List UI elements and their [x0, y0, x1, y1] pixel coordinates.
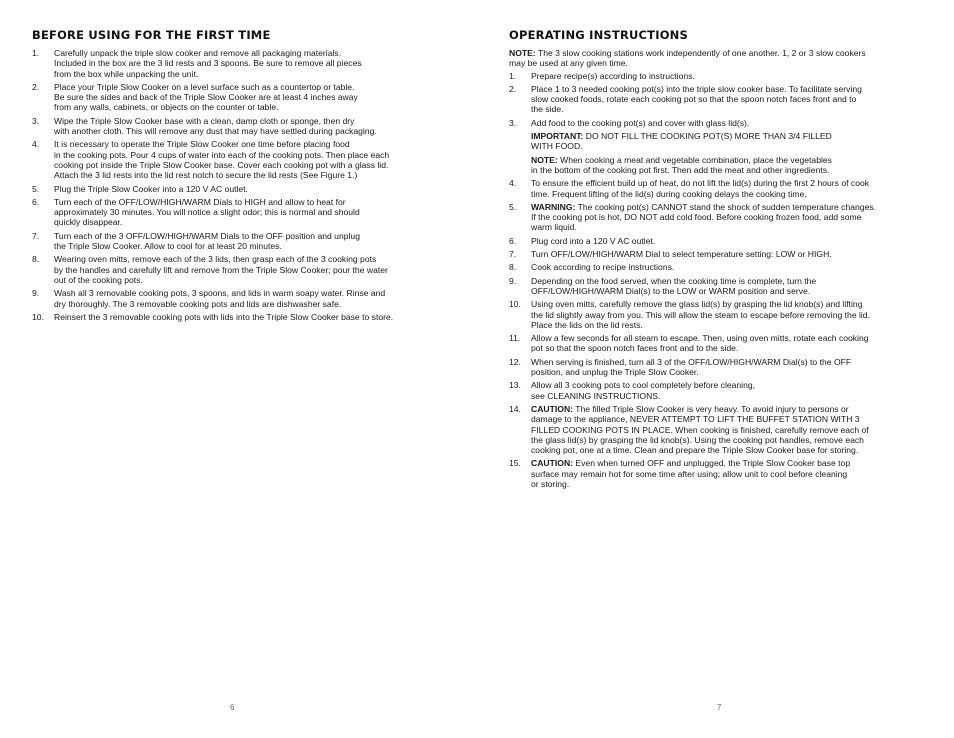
item-text: pot so that the spoon notch faces front and to the side.	[531, 343, 739, 354]
item-number: 2.	[32, 81, 40, 92]
item-number: 4.	[509, 178, 517, 189]
item-number: 15.	[509, 458, 521, 469]
item-text: Reinsert the 3 removable cooking pots with lids into the Triple Slow Cooker base to store.	[54, 311, 394, 322]
item-number: 1.	[32, 48, 40, 58]
item-text: the Triple Slow Cooker. Allow to cool for at least 20 minutes.	[54, 241, 282, 252]
item-text: Attach the 3 lid rests into the lid rest notch to secure the lid rests (See Figure 1.)	[54, 170, 358, 181]
list-item	[32, 184, 444, 194]
list-item	[509, 333, 925, 354]
item-text: or storing.	[531, 478, 570, 489]
list-item	[32, 82, 444, 113]
item-text: DO NOT FILL THE COOKING POT(S) MORE THAN 3/4 FILLED	[583, 131, 832, 142]
operating-steps-list	[509, 48, 925, 489]
page-number-left: 6	[230, 703, 235, 712]
list-item	[509, 262, 925, 272]
item-number: 13.	[509, 380, 521, 391]
item-text: If the cooking pot is hot, DO NOT add cold food. Before cooking frozen food, add some	[531, 212, 862, 223]
item-text: surface may remain hot for some time after using; allow unit to cool before cleaning	[531, 468, 848, 479]
item-text: Add food to the cooking pot(s) and cover with glass lid(s).	[531, 117, 750, 128]
item-text: position, and unplug the Triple Slow Cooker.	[531, 367, 699, 378]
item-number: 7.	[509, 249, 517, 260]
item-text: by the handles and carefully lift and remove from the Triple Slow Cooker; pour the water	[54, 264, 388, 275]
list-item	[509, 404, 925, 455]
item-text: slow cooked foods, rotate each cooking pot so that the spoon notch faces front and to	[531, 94, 857, 105]
list-item	[509, 236, 925, 246]
list-item	[509, 178, 925, 199]
item-number: 12.	[509, 356, 521, 367]
item-text: The filled Triple Slow Cooker is very heavy. To avoid injury to persons or	[573, 403, 849, 414]
item-text: from any walls, cabinets, or objects on the counter or table.	[54, 102, 279, 113]
section-heading-before-first-use: BEFORE USING FOR THE FIRST TIME	[32, 28, 271, 42]
left-page	[32, 28, 444, 325]
caution-label: CAUTION:	[531, 458, 574, 469]
item-number: 9.	[32, 288, 40, 299]
item-number: 10.	[32, 311, 44, 322]
item-text: dry thoroughly. The 3 removable cooking pots and lids are dishwasher safe.	[54, 298, 342, 309]
list-item	[509, 249, 925, 259]
item-number: 5.	[32, 183, 40, 194]
item-text: Place 1 to 3 needed cooking pot(s) into the triple slow cooker base. To facilitate serving	[531, 83, 862, 94]
item-number: 6.	[509, 235, 517, 246]
item-text: cooking pot inside the Triple Slow Cooker base. Cover each cooking pot with a glass lid.	[54, 159, 389, 170]
item-number: 1.	[509, 70, 517, 81]
item-text: see CLEANING INSTRUCTIONS.	[531, 390, 661, 401]
list-item	[32, 288, 444, 309]
list-item	[509, 71, 925, 81]
list-item	[509, 380, 925, 401]
item-text: It is necessary to operate the Triple Slow Cooker one time before placing food	[54, 139, 350, 150]
item-text: Allow all 3 cooking pots to cool completely before cleaning,	[531, 380, 756, 391]
caution-label: CAUTION:	[531, 403, 574, 414]
item-number: 2.	[509, 83, 517, 94]
item-text: cooking pot, one at a time. Clean and prepare the Triple Slow Cooker base for storing.	[531, 445, 859, 456]
item-number: 11.	[509, 333, 521, 344]
intro-note	[509, 48, 925, 69]
list-item	[509, 84, 925, 115]
page-number-right: 7	[717, 703, 722, 712]
item-number: 5.	[509, 201, 517, 212]
item-text: Wash all 3 removable cooking pots, 3 spoons, and lids in warm soapy water. Rinse and	[54, 288, 386, 299]
item-text: Place the lids on the lid rests.	[531, 319, 643, 330]
item-text: Allow a few seconds for all steam to escape. Then, using oven mitts, rotate each cooking	[531, 333, 869, 344]
note-label: NOTE:	[531, 154, 558, 165]
item-text: Using oven mitts, carefully remove the glass lid(s) by grasping the lid knob(s) and lifting	[531, 299, 863, 310]
first-use-steps-list	[32, 48, 444, 322]
item-text: the side.	[531, 104, 564, 115]
item-text: from the box while unpacking the unit.	[54, 68, 199, 79]
list-item	[32, 116, 444, 137]
item-number: 14.	[509, 403, 521, 414]
item-number: 8.	[509, 262, 517, 273]
item-number: 4.	[32, 139, 40, 150]
list-item	[509, 202, 925, 233]
item-text: Wipe the Triple Slow Cooker base with a clean, damp cloth or sponge, then dry	[54, 115, 355, 126]
note-text: The 3 slow cooking stations work independently of one another. 1, 2 or 3 slow cookers	[535, 48, 866, 58]
right-page	[509, 28, 925, 492]
item-number: 10.	[509, 299, 521, 310]
list-item	[32, 231, 444, 252]
item-text: warm liquid.	[531, 222, 577, 233]
list-item	[32, 254, 444, 285]
item-text: Be sure the sides and back of the Triple Slow Cooker are at least 4 inches away	[54, 92, 358, 103]
item-text: Plug cord into a 120 V AC outlet.	[531, 235, 656, 246]
item-number: 6.	[32, 196, 40, 207]
item-text: The cooking pot(s) CANNOT stand the shock of sudden temperature changes.	[575, 201, 877, 212]
item-text: the lid slightly away from you. This will allow the steam to escape before removing the lid.	[531, 309, 870, 320]
item-text: damage to the appliance, NEVER ATTEMPT TO LIFT THE BUFFET STATION WITH 3	[531, 414, 860, 425]
item-text: Cook according to recipe instructions.	[531, 262, 675, 273]
item-text: time. Frequent lifting of the lid(s) during cooking delays the cooking time.	[531, 188, 807, 199]
item-text: When cooking a meat and vegetable combination, place the vegetables	[557, 154, 832, 165]
item-number: 3.	[509, 117, 517, 128]
list-item	[509, 299, 925, 330]
item-text: out of the cooking pots.	[54, 274, 143, 285]
list-item	[32, 48, 444, 79]
important-label: IMPORTANT:	[531, 131, 584, 142]
item-text: Even when turned OFF and unplugged, the Triple Slow Cooker base top	[573, 458, 851, 469]
item-text: Included in the box are the 3 lid rests and 3 spoons. Be sure to remove all pieces	[54, 58, 362, 69]
item-text: Turn OFF/LOW/HIGH/WARM Dial to select temperature setting: LOW or HIGH.	[531, 249, 832, 260]
item-text: Plug the Triple Slow Cooker into a 120 V AC outlet.	[54, 183, 248, 194]
item-text: in the cooking pots. Pour 4 cups of water into each of the cooking pots. Then place each	[54, 149, 390, 160]
important-note	[531, 131, 925, 152]
item-text: To ensure the efficient build up of heat, do not lift the lid(s) during the first 2 hours of cook	[531, 178, 870, 189]
item-text: with another cloth. This will remove any dust that may have settled during packaging.	[54, 126, 377, 137]
item-number: 7.	[32, 230, 40, 241]
warning-label: WARNING:	[531, 201, 576, 212]
list-item	[509, 458, 925, 489]
item-text: in the bottom of the cooking pot first. Then add the meat and other ingredients.	[531, 164, 830, 175]
item-text: Prepare recipe(s) according to instructions.	[531, 70, 695, 81]
item-text: FILLED COOKING POTS IN PLACE. When cooking is finished, carefully remove each of	[531, 424, 869, 435]
item-text: the glass lid(s) by grasping the lid knob(s). Using the cooking pot handles, remove each	[531, 434, 864, 445]
item-text: OFF/LOW/HIGH/WARM Dial(s) to the LOW or WARM position and serve.	[531, 285, 811, 296]
list-item	[509, 357, 925, 378]
item-text: When serving is finished, turn all 3 of the OFF/LOW/HIGH/WARM Dial(s) to the OFF	[531, 356, 852, 367]
item-text: Depending on the food served, when the cooking time is complete, turn the	[531, 275, 817, 286]
item-number: 3.	[32, 115, 40, 126]
note-text: may be used at any given time.	[509, 58, 628, 69]
section-heading-operating-instructions: OPERATING INSTRUCTIONS	[509, 28, 688, 42]
list-item	[509, 276, 925, 297]
list-item	[32, 197, 444, 228]
note-label: NOTE:	[509, 48, 536, 58]
item-text: Turn each of the OFF/LOW/HIGH/WARM Dials to HIGH and allow to heat for	[54, 196, 346, 207]
item-text: WITH FOOD.	[531, 141, 583, 152]
item-number: 9.	[509, 275, 517, 286]
item-text: approximately 30 minutes. You will notice a slight odor; this is normal and should	[54, 207, 360, 218]
item-text: Place your Triple Slow Cooker on a level surface such as a countertop or table.	[54, 81, 355, 92]
list-item	[509, 118, 925, 175]
list-item	[32, 312, 444, 322]
item-number: 8.	[32, 254, 40, 265]
sub-note	[531, 155, 925, 176]
item-text: quickly disappear.	[54, 217, 123, 228]
list-item	[32, 139, 444, 180]
item-text: Turn each of the 3 OFF/LOW/HIGH/WARM Dials to the OFF position and unplug	[54, 230, 360, 241]
item-text: Wearing oven mitts, remove each of the 3 lids, then grasp each of the 3 cooking pots	[54, 254, 377, 265]
item-text: Carefully unpack the triple slow cooker and remove all packaging materials.	[54, 48, 342, 58]
